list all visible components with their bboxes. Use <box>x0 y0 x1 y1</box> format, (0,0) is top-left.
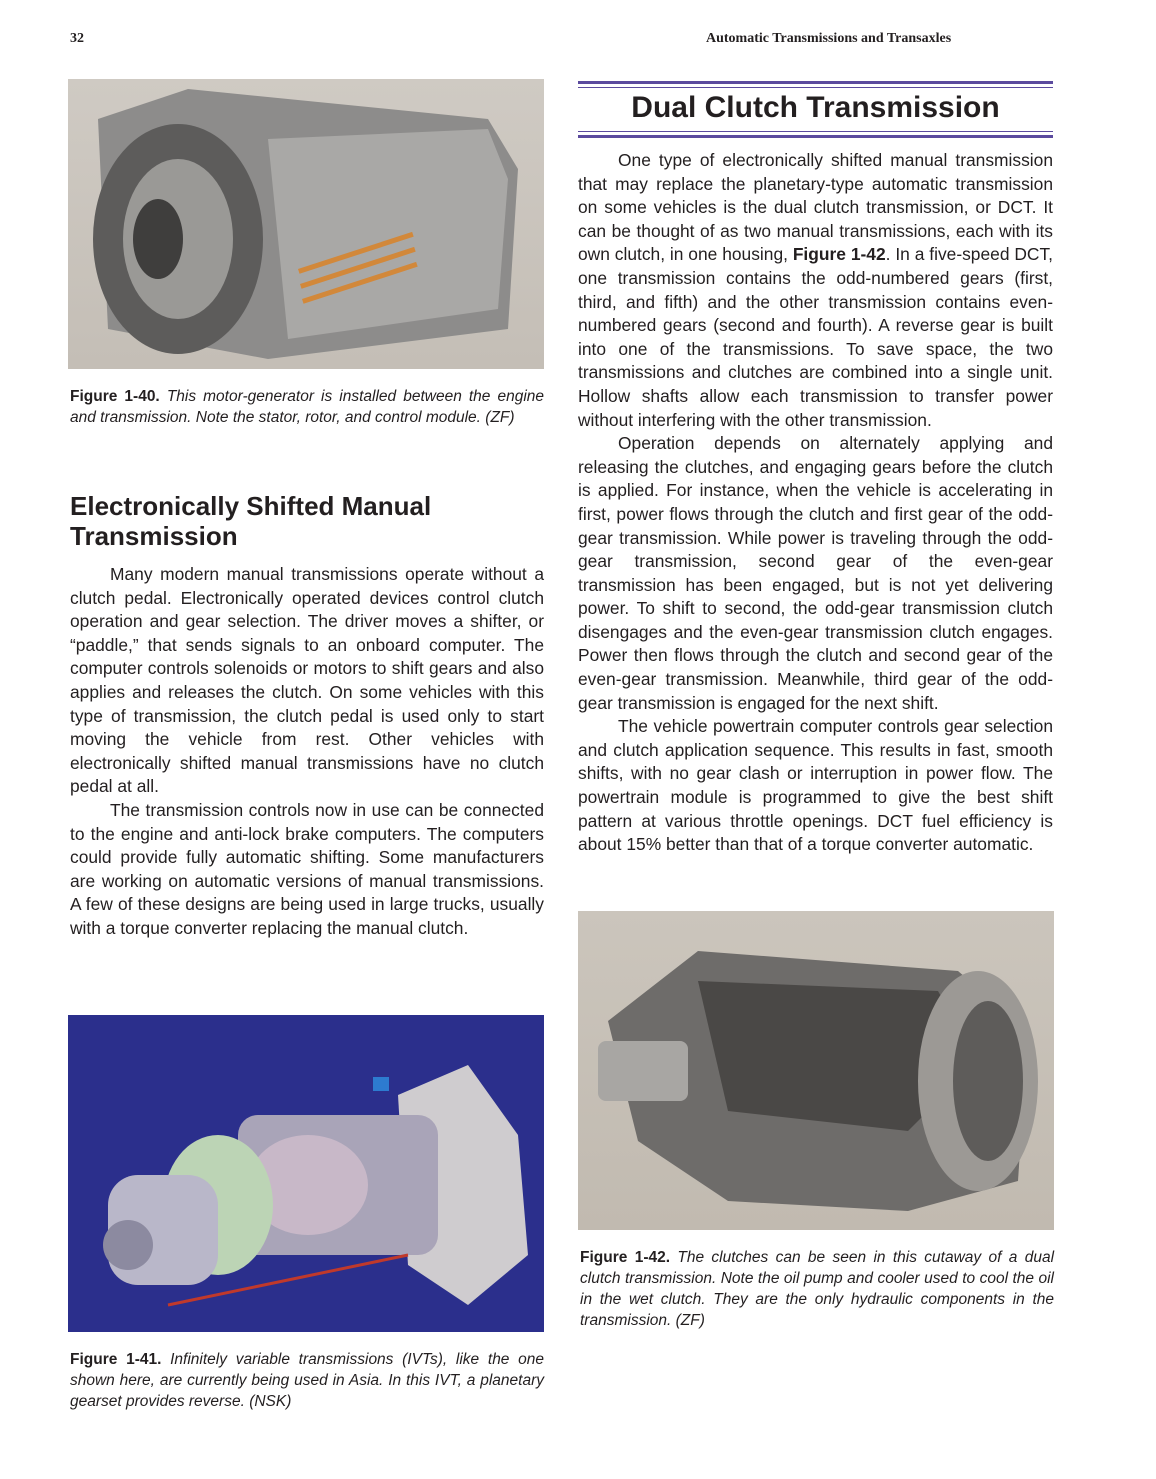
paragraph: The transmission controls now in use can be connected to the engine and anti-lock brake computers. The computers could provide fully automatic shifting. Some manufacturers are working on automatic versions of manual transmissions. A few of these designs are being used in large trucks, usually with a torque converter replacing the manual clutch. <box>70 799 544 938</box>
heading-rule-top <box>578 81 1053 84</box>
left-body-text <box>70 563 544 941</box>
text: . In a five-speed DCT, one transmission contains the odd-numbered gears (first, third, and fifth) and the other transmission contains even-numbered gears (second and fourth). A reverse gear is built into one of the transmissions. To save space, the two transmissions and clutches are combined into a single unit. Hollow shafts allow each transmission to transfer power without interfering with the other transmission. <box>578 244 1054 430</box>
heading-rule-bottom <box>578 135 1053 138</box>
figure-reference: Figure 1-42 <box>792 244 886 265</box>
running-title: Automatic Transmissions and Transaxles <box>706 31 952 46</box>
paragraph: Operation depends on alternately applying and releasing the clutches, and engaging gears before the clutch is applied. For instance, when the vehicle is accelerating in first, power flows through the clutch and first gear of the odd-gear transmission. While power is traveling through the odd-gear transmission, second gear of the even-gear transmission has been engaged, but is not yet delivering power. To shift to second, the odd-gear transmission clutch disengages and the even-gear transmission clutch engages. Power then flows through the clutch and second gear of the even-gear transmission. Meanwhile, third gear of the odd-gear transmission is engaged for the next shift. <box>578 433 1053 713</box>
figure-1-40-image <box>68 79 544 369</box>
heading-rule-top-thin <box>578 87 1053 88</box>
figure-1-41-image <box>68 1015 544 1332</box>
caption-text: Infinitely variable transmissions (IVTs), like the one shown here, are currently being used in Asia. In this IVT, a planetary gearset provides reverse. (NSK) <box>70 1351 545 1410</box>
figure-1-41-caption <box>70 1349 544 1412</box>
caption-text: The clutches can be seen in this cutaway of a dual clutch transmission. Note the oil pump and cooler used to cool the oil in the wet clutch. They are the only hydraulic components in the transmission. (ZF) <box>580 1249 1055 1329</box>
section-title: Dual Clutch Transmission <box>631 91 1000 124</box>
figure-label: Figure 1-42. <box>580 1249 671 1266</box>
right-body-text <box>578 149 1053 857</box>
figure-label: Figure 1-40. <box>70 388 160 405</box>
paragraph <box>578 149 1053 432</box>
paragraph: The vehicle powertrain computer controls gear selection and clutch application sequence. This results in fast, smooth shifts, with no gear clash or interruption in power flow. The powertrain module is programmed to give the best shift pattern at various throttle openings. DCT fuel efficiency is about 15% better than that of a torque converter automatic. <box>578 716 1053 855</box>
figure-label: Figure 1-41. <box>70 1351 162 1368</box>
section-heading: Electronically Shifted Manual Transmission <box>70 491 432 551</box>
figure-1-40-caption <box>70 386 544 428</box>
paragraph: Many modern manual transmissions operate without a clutch pedal. Electronically operated devices control clutch operation and gear selection. The driver moves a shifter, or “paddle,” that sends signals to an onboard computer. The computer controls solenoids or motors to shift gears and also applies and releases the clutch. On some vehicles with this type of transmission, the clutch pedal is used only to start moving the vehicle from rest. Other vehicles with electronically shifted manual transmissions have no clutch pedal at all. <box>70 564 544 797</box>
page-number: 32 <box>70 31 84 46</box>
figure-1-42-image <box>578 911 1054 1230</box>
figure-1-42-caption <box>580 1247 1054 1331</box>
text: One type of electronically shifted manual transmission that may replace the planetary-type automatic transmission on some vehicles is the dual clutch transmission, or DCT. It can be thought of as two manual transmissions, each with its own clutch, in one housing, <box>578 150 1053 265</box>
caption-text: This motor-generator is installed between the engine and transmission. Note the stator, rotor, and control module. (ZF) <box>70 388 545 426</box>
heading-rule-bottom-thin <box>578 131 1053 132</box>
